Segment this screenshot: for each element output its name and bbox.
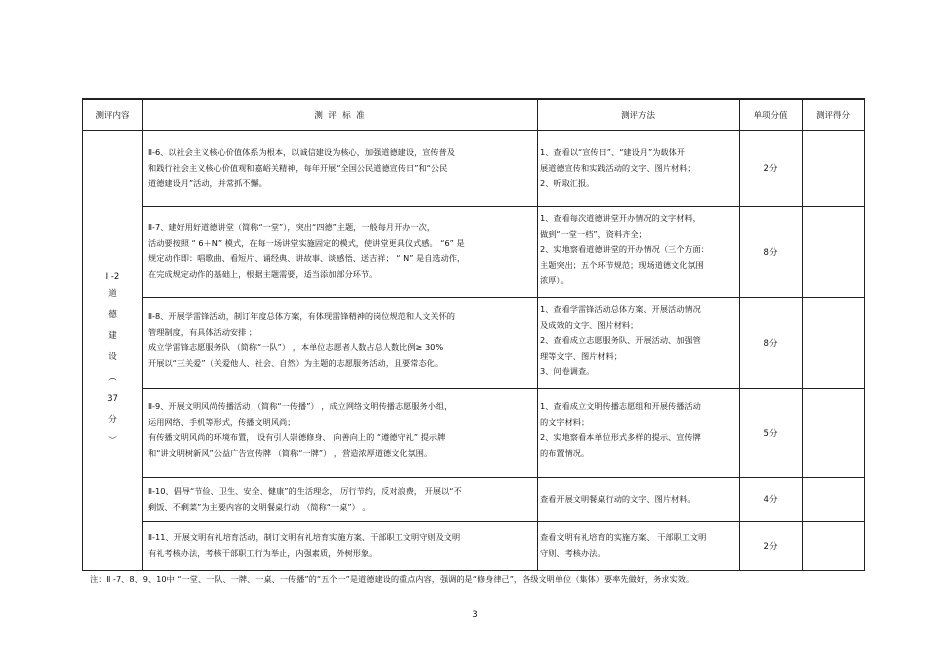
method-line: 展道德宣传和实践活动的文字、图片材料； (540, 162, 696, 173)
header-content: 测评内容 (95, 111, 130, 121)
standard-line: Ⅱ-8、开展学雷锋活动，制订年度总体方案，有体现雷锋精神的岗位规范和人文关怀的 (148, 311, 455, 321)
method-cell (540, 492, 737, 508)
standard-cell (148, 530, 534, 561)
standard-line: 管理制度，有具体活动安排 ； (148, 326, 258, 337)
category-char: 分 (108, 415, 117, 425)
header-method: 测评方法 (620, 111, 655, 121)
method-line: 及成效的文字、图片材料； (540, 319, 639, 330)
standard-line: Ⅱ-9、开展文明风尚传播活动 （简称“一传播”） ，成立网络文明传播志愿服务小组， (148, 401, 453, 411)
category-label (83, 270, 142, 452)
standard-line: 开展以“三关爱”（关爱他人、社会、自然）为主题的志愿服务活动，且要常态化。 (148, 357, 444, 368)
standard-line: 在完成规定动作的基础上，根据主题需要，适当添加部分环节。 (148, 268, 378, 279)
method-cell (540, 211, 737, 289)
category-char: 37 (107, 394, 118, 404)
category-code: I -2 (105, 272, 120, 282)
column-divider (537, 100, 538, 570)
category-char: 德 (108, 310, 117, 320)
standard-line: 运用网络、手机等形式，传播文明风尚； (148, 416, 296, 427)
standard-line: 剩饭、不剩菜”为主要内容的文明餐桌行动 （简称“一桌”） 。 (148, 501, 371, 512)
standard-line: Ⅱ-11、开展文明有礼培育活动，制订文明有礼培育实施方案、干部职工文明守则及文明 (148, 532, 461, 542)
category-char: ︶ (108, 436, 117, 446)
method-line: 2、听取汇报。 (540, 178, 595, 188)
header-score-value: 单项分值 (753, 111, 788, 121)
standard-line: Ⅱ-7、建好用好道德讲堂（简称“一堂”），突出“四德”主题，一般每月开办一次， (148, 222, 436, 232)
standard-line: 有礼考核办法，考核干部职工行为举止，内强素质，外树形象。 (148, 547, 378, 558)
score-value: 8分 (763, 247, 778, 258)
standard-cell (148, 220, 534, 282)
standard-cell (148, 309, 534, 371)
method-line: 1、查看成立文明传播志愿组和开展传播活动 (540, 401, 701, 411)
evaluation-table (82, 98, 865, 571)
method-cell (540, 399, 737, 461)
column-divider (802, 100, 803, 570)
standard-cell (148, 145, 534, 192)
standard-line: 有传播文明风尚的环境布置， 设有引人崇德修身、 向善向上的 “遵德守礼” 提示牌 (148, 432, 446, 442)
header-standard: 测 评 标 准 (314, 111, 365, 121)
method-line: 2、实地察看道德讲堂的开办情况（三个方面： (540, 244, 709, 254)
method-cell (540, 302, 737, 380)
column-divider (142, 100, 143, 570)
standard-line: Ⅱ-10、倡导“节俭、卫生、安全、健康”的生活理念， 厉行节约，反对浪费， 开展以“不 (148, 486, 462, 496)
category-char: 建 (108, 331, 117, 341)
method-line: 1、查看学雷锋活动总体方案、开展活动情况 (540, 304, 701, 314)
method-line: 3、问卷调查。 (540, 366, 595, 376)
footnote: 注：Ⅱ -7、8、9、10中 “一堂、一队、一牌、一桌、一传播”的“五个一”是道德建设的重点内容，强调的是“修身律己”，各级文明单位（集体）要率先做好，务求实效。 (90, 574, 695, 584)
method-line: 2、实地察看本单位形式多样的提示、宣传牌 (540, 432, 701, 442)
standard-cell (148, 484, 534, 515)
method-line: 2、查看成立志愿服务队、开展活动、加强管 (540, 335, 701, 345)
standard-line: 道德建设月”活动，并常抓不懈。 (148, 178, 267, 188)
standard-cell (148, 399, 534, 461)
score-value: 8分 (763, 338, 778, 349)
score-value: 2分 (763, 164, 778, 174)
standard-line: 规定动作即：唱歌曲、看短片、诵经典、讲故事、谈感悟、送吉祥； “ N” 是自选动作， (148, 253, 466, 263)
category-char: 设 (108, 352, 117, 362)
method-cell (540, 530, 737, 561)
score-value: 4分 (763, 495, 778, 505)
method-line: 的布置情况。 (540, 447, 590, 458)
page-number: 3 (472, 610, 478, 620)
score-value: 2分 (763, 542, 778, 552)
header-score-obtained: 测评得分 (815, 111, 850, 121)
method-line: 做到“一堂一档”，资料齐全； (540, 228, 647, 239)
standard-line: 和“讲文明树新风”公益广告宣传牌 （简称“一牌”） ，营造浓厚道德文化氛围。 (148, 447, 433, 458)
score-value: 5分 (763, 428, 778, 439)
method-line: 的文字材料； (540, 416, 590, 427)
method-cell (540, 145, 737, 192)
method-line: 查看文明有礼培育的实施方案、 干部职工文明 (540, 532, 707, 542)
standard-line: 活动要按照 “ 6＋N” 模式，在每一场讲堂实施固定的模式，使讲堂更具仪式感。 “6” 是 (148, 237, 465, 248)
method-line: 1、查看以“宣传日”、“建设月”为载体开 (540, 147, 685, 157)
standard-line: Ⅱ-6、以社会主义核心价值体系为根本，以诚信建设为核心，加强道德建设，宣传普及 (148, 147, 455, 157)
method-line: 1、查看每次道德讲堂开办情况的文字材料， (540, 213, 701, 223)
standard-line: 成立学雷锋志愿服务队 （简称“一队”） ，本单位志愿者人数占总人数比例≥ 30% (148, 342, 444, 352)
method-line: 守则、考核办法。 (540, 547, 606, 558)
method-line: 查看开展文明餐桌行动的文字、图片材料。 (540, 494, 696, 504)
method-line: 主题突出；五个环节规范；现场道德文化氛围 (540, 259, 704, 270)
method-line: 理等文字、图片材料； (540, 350, 622, 361)
method-line: 浓厚）。 (540, 275, 569, 285)
standard-line: 和践行社会主义核心价值观和嘉峪关精神，每年开展“全国公民道德宣传日”和“公民 (148, 162, 448, 173)
category-char: ︵ (108, 373, 117, 383)
category-char: 道 (108, 289, 117, 299)
